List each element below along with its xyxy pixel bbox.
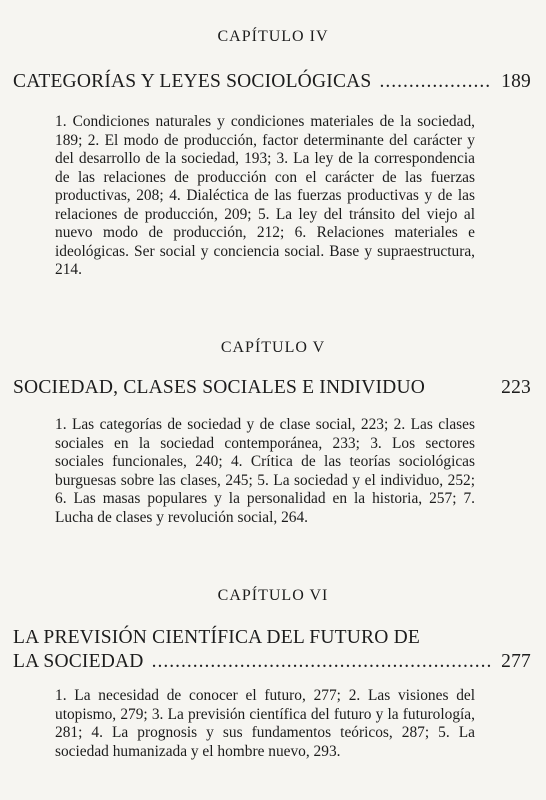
chapter-6-contents: 1. La necesidad de conocer el futuro, 277; 2. Las visiones del utopismo, 279; 3. La previsión científica del futuro y la futurología, 281; 4. La prognosis y sus fundamentos teóricos, 287; 5. La sociedad humanizada y el hombre nuevo, 293. (55, 687, 475, 760)
chapter-5-label: CAPÍTULO V (220, 339, 326, 356)
chapter-5-title: SOCIEDAD, CLASES SOCIALES E INDIVIDUO (13, 377, 426, 398)
chapter-6-title-line2: LA SOCIEDAD (13, 651, 144, 672)
chapter-4-contents: 1. Condiciones naturales y condiciones materiales de la sociedad, 189; 2. El modo de producción, factor determinante del carácter y del desarrollo de la sociedad, 193; 3. La ley de la correspondencia de las relaciones de producción con el carácter de las fuerzas productivas, 208; 4. Dialéctica de las fuerzas productivas y de las relaciones de producción, 209; 5. La ley del tránsito del viejo al nuevo modo de producción, 212; 6. Relaciones materiales e ideológicas. Ser social y conciencia social. Base y supraestructura, 214. (55, 113, 475, 278)
chapter-5-page-number: 223 (501, 377, 531, 398)
leader-dots (371, 70, 491, 94)
chapter-4-title: CATEGORÍAS Y LEYES SOCIOLÓGICAS (13, 71, 372, 92)
chapter-5-contents: 1. Las categorías de sociedad y de clase social, 223; 2. Las clases sociales en la sociedad contemporánea, 233; 3. Los sectores sociales funcionales, 240; 4. Crítica de las teorías sociológicas burguesas sobre las clases, 245; 5. La sociedad y el individuo, 252; 6. Las masas populares y la personalidad en la historia, 257; 7. Lucha de clases y revolución social, 264. (55, 416, 475, 526)
chapter-4-label: CAPÍTULO IV (217, 28, 329, 45)
chapter-6-title-line1: LA PREVISIÓN CIENTÍFICA DEL FUTURO DE (13, 627, 420, 648)
chapter-4-title-entry[interactable] (13, 70, 531, 94)
chapter-6-page-number: 277 (501, 651, 531, 672)
chapter-4-page-number: 189 (501, 71, 531, 92)
chapter-5-title-entry[interactable] (13, 376, 531, 400)
chapter-6-label: CAPÍTULO VI (217, 587, 329, 604)
leader-dots (144, 650, 492, 674)
chapter-6-title-entry[interactable] (13, 626, 531, 674)
